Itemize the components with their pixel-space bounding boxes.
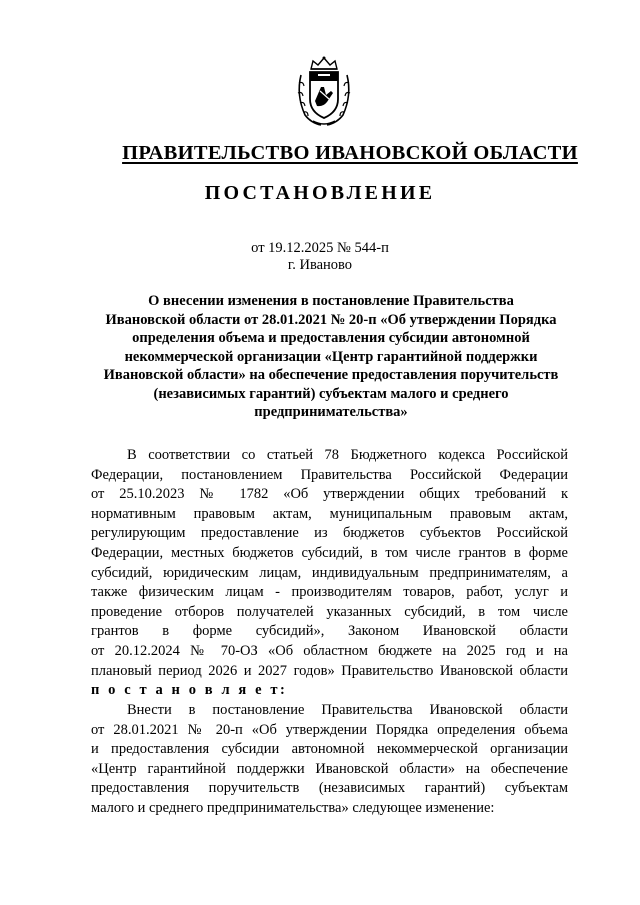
paragraph-line: также физическим лицам - производителям товаров, работ, услуг и: [91, 584, 568, 601]
date-and-number: от 19.12.2025 № 544-п: [251, 240, 389, 256]
city: г. Иваново: [287, 257, 353, 273]
paragraph-line: от 28.01.2021 № 20-п «Об утверждении Порядка определения объема: [91, 721, 568, 738]
paragraph-line: В соответствии со статьей 78 Бюджетного кодекса Российской: [127, 447, 568, 463]
paragraph-line: Федерации, местных бюджетов субсидий, в том числе грантов в форме: [91, 544, 568, 561]
subject-line: Ивановской области от 28.01.2021 № 20-п «Об утверждении Порядка: [105, 311, 557, 328]
paragraph-line: малого и среднего предпринимательства» следующее изменение:: [91, 799, 495, 816]
operative-paragraph: [91, 701, 568, 819]
paragraph-line: «Центр гарантийной поддержки Ивановской области» на обеспечение: [91, 760, 568, 777]
paragraph-line: Федерации, постановлением Правительства Российской Федерации: [91, 466, 568, 483]
subject-line: предпринимательства»: [254, 404, 408, 420]
paragraph-line: Внести в постановление Правительства Ивановской области: [127, 702, 568, 718]
decree-word-text: п о с т а н о в л я е т:: [91, 682, 288, 699]
subject-line: определения объема и предоставления субсидии автономной: [132, 330, 530, 346]
preamble-paragraph: [91, 446, 568, 701]
subject-line: О внесении изменения в постановление Правительства: [148, 293, 514, 309]
ivanovo-coat-of-arms-icon: [293, 55, 355, 127]
subject-line: (независимых гарантий) субъектам малого и среднего: [153, 385, 509, 402]
paragraph-line: от 25.10.2023 № 1782 «Об утверждении общих требований к: [91, 486, 568, 503]
paragraph-line: грантов в форме субсидий», Законом Ивановской области: [91, 623, 568, 640]
document-type-heading: ПОСТАНОВЛЕНИЕ: [204, 182, 436, 204]
document-subject: [96, 292, 566, 422]
subject-line: некоммерческой организации «Центр гарантийной поддержки: [124, 348, 538, 365]
paragraph-line: субсидий, юридическим лицам, индивидуальным предпринимателям, а: [91, 564, 568, 581]
paragraph-line: регулирующим предоставление из бюджетов субъектов Российской: [91, 525, 568, 542]
organization-title: ПРАВИТЕЛЬСТВО ИВАНОВСКОЙ ОБЛАСТИ: [122, 142, 578, 164]
paragraph-line: предоставления поручительств (независимых гарантий) субъектам: [91, 780, 568, 797]
paragraph-line: проведение отборов получателей указанных субсидий, в том числе: [91, 603, 568, 620]
paragraph-line: и предоставления субсидии автономной некоммерческой организации: [91, 741, 568, 758]
paragraph-line: плановый период 2026 и 2027 годов» Правительство Ивановской области: [91, 662, 568, 679]
subject-line: Ивановской области» на обеспечение предоставления поручительств: [103, 367, 559, 383]
paragraph-line: нормативным правовым актам, муниципальным правовым актам,: [91, 505, 568, 522]
paragraph-line: от 20.12.2024 № 70-ОЗ «Об областном бюджете на 2025 год и на: [91, 642, 568, 659]
decree-word: [91, 681, 568, 701]
